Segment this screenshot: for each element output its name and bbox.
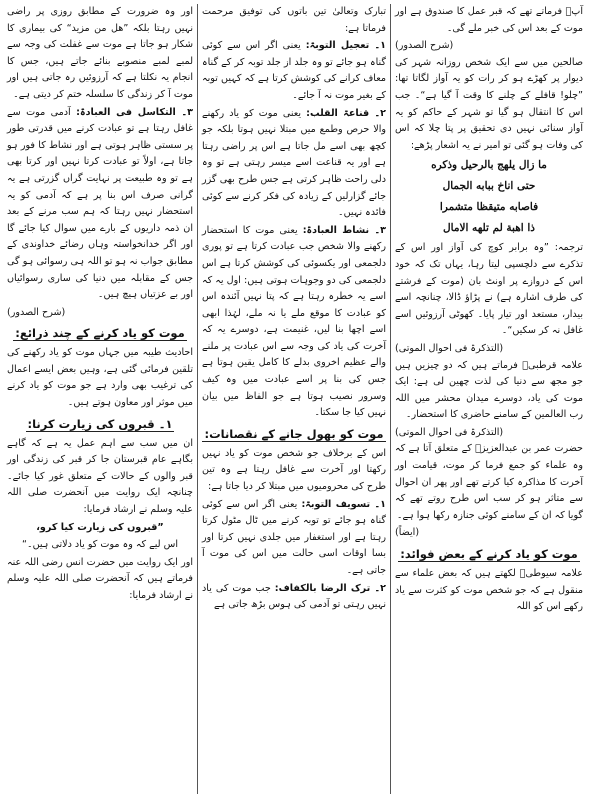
- subheading: ۲۔ قناعۃ القلب:: [306, 107, 386, 119]
- paragraph: احادیث طیبہ میں جہاں موت کو یاد رکھنے کی تلقین فرمائی گئی ہے، وہیں بعض ایسے اعمال کی ترغیب بھی وارد ہے جو موت کو یاد کرنے میں موثر اور معاون ہوتے ہیں۔: [7, 347, 193, 409]
- paragraph: تبارک وتعالیٰ تین باتوں کی توفیق مرحمت فرماتا ہے:: [202, 6, 386, 34]
- subheading: ۳۔ التکاسل فی العبادۃ:: [76, 106, 193, 118]
- paragraph: ان میں سب سے اہم عمل یہ ہے کہ گاہے بگاہے عام قبرستان جا کر قبر کی زندگی اور قبر والوں کے حالات کے متعلق غور کیا جائے۔ چنانچہ ایک روایت میں آنحضرت صلی اللہ علیہ وسلم نے ارشاد فرمایا:: [7, 437, 193, 516]
- poem-line: حتى اناخ ببابه الجمال: [442, 180, 536, 193]
- paragraph: علامہ قرطبیؒ فرماتے ہیں کہ دو چیزیں ہیں جو مجھ سے دنیا کی لذت چھین لی ہے: ایک موت کی یاد، دوسرے میدان محشر میں اللہ رب العالمین کے سامنے حاضری کا استحضار۔: [395, 359, 583, 421]
- subheading: ۳۔ نشاط العبادۃ:: [302, 224, 386, 236]
- subheading: ۲۔ ترک الرضا بالکفاف:: [274, 582, 386, 594]
- hadith-quote-continued: اس لیے کہ وہ موت کو یاد دلاتی ہیں۔“: [22, 539, 178, 551]
- citation: (ایضاً): [395, 527, 420, 539]
- three-column-layout: [3, 4, 587, 794]
- paragraph: اور ایک روایت میں حضرت انس رضی اللہ عنہ فرماتے ہیں کہ آنحضرت صلی اللہ علیہ وسلم نے ارشاد فرمایا:: [7, 556, 193, 601]
- column-left: [3, 4, 197, 794]
- paragraph: صالحین میں سے ایک شخص روزانہ شہر کی دیوار پر کھڑے ہو کر رات کو یہ آواز لگاتا تھا: ”چلو! قافلے کے چلنے کا وقت آ گیا ہے“۔ جب اس کا انتقال ہو گیا تو شہر کے حاکم کو یہ آواز سنائی نہیں دی تحقیق پر پتا چلا کہ اس کی وفات ہو گئی تو امیر نے یہ اشعار پڑھے:: [395, 56, 583, 151]
- citation: (التذکرۃ فی احوال الموتی): [395, 342, 504, 354]
- paragraph: یعنی اگر اس سے کوئی گناہ ہو جائے تو وہ جلد از جلد توبہ کر کے گناہ معاف کرانے کی کوشش کرتا ہے کہ کہیں توبہ کے بغیر موت نہ آ جائے۔: [202, 40, 386, 101]
- section-heading: موت کو یاد کرنے کے بعض فوائد:: [400, 547, 578, 562]
- paragraph: علامہ سیوطیؒ لکھتے ہیں کہ بعض علماء سے منقول ہے کہ جو شخص موت کو کثرت سے یاد رکھے اس کو اللہ: [395, 568, 583, 613]
- subheading: ۱۔ تعجیل التوبۃ:: [305, 40, 386, 52]
- paragraph: ترجمہ: ”وہ برابر کوچ کی آواز اور اس کے تذکرے سے دلچسپی لیتا رہا، یہاں تک کہ خود اس کے دروازے پر اونٹ بان (موت کے فرشتے کی طرف اشارہ ہے) نے پڑاؤ ڈالا، چنانچہ اسے بیدار، مستعد اور تیار پایا۔ کھوٹی آرزوئیں اسے غافل نہ کر سکیں“۔: [395, 242, 583, 337]
- paragraph: اور وہ ضرورت کے مطابق روزی پر راضی نہیں رہتا بلکہ ”ھل من مزید“ کی بیماری کا شکار ہو جاتا ہے موت سے غفلت کی وجہ سے لمبے لمبے منصوبے بنائے جاتے ہیں، جس کا انجام یہ نکلتا ہے کہ آرزوئیں رہ جاتی ہیں اور موت آ کر زندگی کا سلسلہ ختم کر دیتی ہے۔: [7, 6, 193, 100]
- section-heading: موت کو یاد کرنے کے چند ذرائع:: [15, 326, 185, 341]
- arabic-poem: [395, 156, 583, 238]
- paragraph: حضرت عمر بن عبدالعزیزؒ کے متعلق آتا ہے کہ وہ علماء کو جمع فرما کر موت، قیامت اور آخرت کا مذاکرہ کیا کرتے تھے اور پھر ان احوال سے متاثر ہو کر سب اس طرح روتے تھے کہ گویا کہ ان کے سامنے کوئی جنازہ رکھا ہوا ہے۔: [395, 443, 583, 521]
- hadith-quote: ”قبروں کی زیارت کیا کرو،: [36, 521, 164, 533]
- citation: (شرح الصدور): [395, 40, 454, 52]
- section-heading: ۱۔ قبروں کی زیارت کرنا:: [27, 416, 173, 431]
- paragraph: آپؐ فرماتے تھے کہ قبر عمل کا صندوق ہے اور موت کے بعد اس کی خبر ملے گی۔: [395, 6, 583, 34]
- paragraph: اس کے برخلاف جو شخص موت کو یاد نہیں رکھتا اور آخرت سے غافل رہتا ہے وہ تین طرح کی محرومیوں میں مبتلا کر دیا جاتا ہے:: [202, 447, 386, 493]
- paragraph: یعنی موت کو یاد رکھنے والا حرص وطمع میں مبتلا نہیں ہوتا بلکہ جو کچھ بھی اسے مل جاتا ہے اس پر راضی رہتا ہے اور یہ قناعت اسے میسر رہتی ہے تو وہ دلی راحت ظاہر کرتی ہے جس طرح بھی گزر جائے گزارلیں کے زیادہ کی فکر کرنے سے کوئی فائدہ نہیں۔: [202, 107, 386, 219]
- poem-line: ذا اهبة لم تلهه الامال: [443, 222, 535, 235]
- subheading: ۱۔ تسویف التوبۃ:: [301, 498, 387, 510]
- poem-line: ما زال يلهج بالرحيل وذكره: [431, 159, 547, 172]
- paragraph: آدمی موت سے غافل رہتا ہے تو عبادت کرنے میں قدرتی طور پر سستی ظاہر ہوتی ہے اور نشاط کا فور ہو جاتا ہے، اولاً تو عبادت کرتا نہیں اور کرتا بھی ہے تو وہ طبیعت پر نہایت گراں گزرتی ہے یہ گرانی صرف اس بنا پر ہے کہ آدمی کو یہ استحضار نہیں رہتا کہ ہم سب مرنے کے بعد ان ذمہ داریوں کے بارے میں سوال کیا جائے گا اور اگر خدانخواستہ وہاں رضائے خداوندی کے مطابق جواب نہ ہو تو اللہ ہی رسوائی ہو گی جس کے مقابلہ میں دنیا کی ساری رسوائیاں اور بے عزتیاں ہیچ ہیں۔: [7, 106, 193, 301]
- poem-line: فاصابه متيقظا متشمرا: [439, 201, 539, 214]
- paragraph: جب موت کی یاد نہیں رہتی تو آدمی کی ہوس بڑھ جاتی ہے: [202, 582, 386, 611]
- citation: (شرح الصدور): [7, 306, 66, 318]
- column-middle: [197, 4, 391, 794]
- paragraph: یعنی اگر اس سے کوئی گناہ ہو جائے تو توبہ کرنے میں ٹال مٹول کرتا رہتا ہے اور استغفار میں جلدی نہیں کرتا اور بسا اوقات اسی حالت میں اس کی موت آ جاتی ہے۔: [202, 498, 386, 576]
- column-right: [391, 4, 587, 794]
- section-heading: موت کو بھول جانے کے نقصانات:: [204, 426, 384, 441]
- citation: (التذکرۃ فی احوال الموتی): [395, 426, 504, 438]
- paragraph: یعنی موت کا استحضار رکھنے والا شخص جب عبادت کرتا ہے تو پوری دلجمعی اور یکسوئی کی کوشش کرتا ہے اس دلجمعی کی دو وجوہات ہوتی ہیں: اول یہ کہ اسے یہ خطرہ رہتا ہے کہ پتا نہیں آئندہ اس کو عبادت کا موقع ملے یا نہ ملے، لہٰذا ابھی اسے اچھا بنا لیں، غنیمت ہے، دوسرے یہ کہ آخرت کی یاد کی وجہ سے اس عبادت پر ملنے والے عظیم اخروی بدلے کا کامل یقین ہوتا ہے جس کی بنا پر اسے عبادت میں وہ کیف وسرور نصیب ہوتا ہے جو الفاظ میں بیان نہیں کیا جا سکتا۔: [202, 224, 386, 419]
